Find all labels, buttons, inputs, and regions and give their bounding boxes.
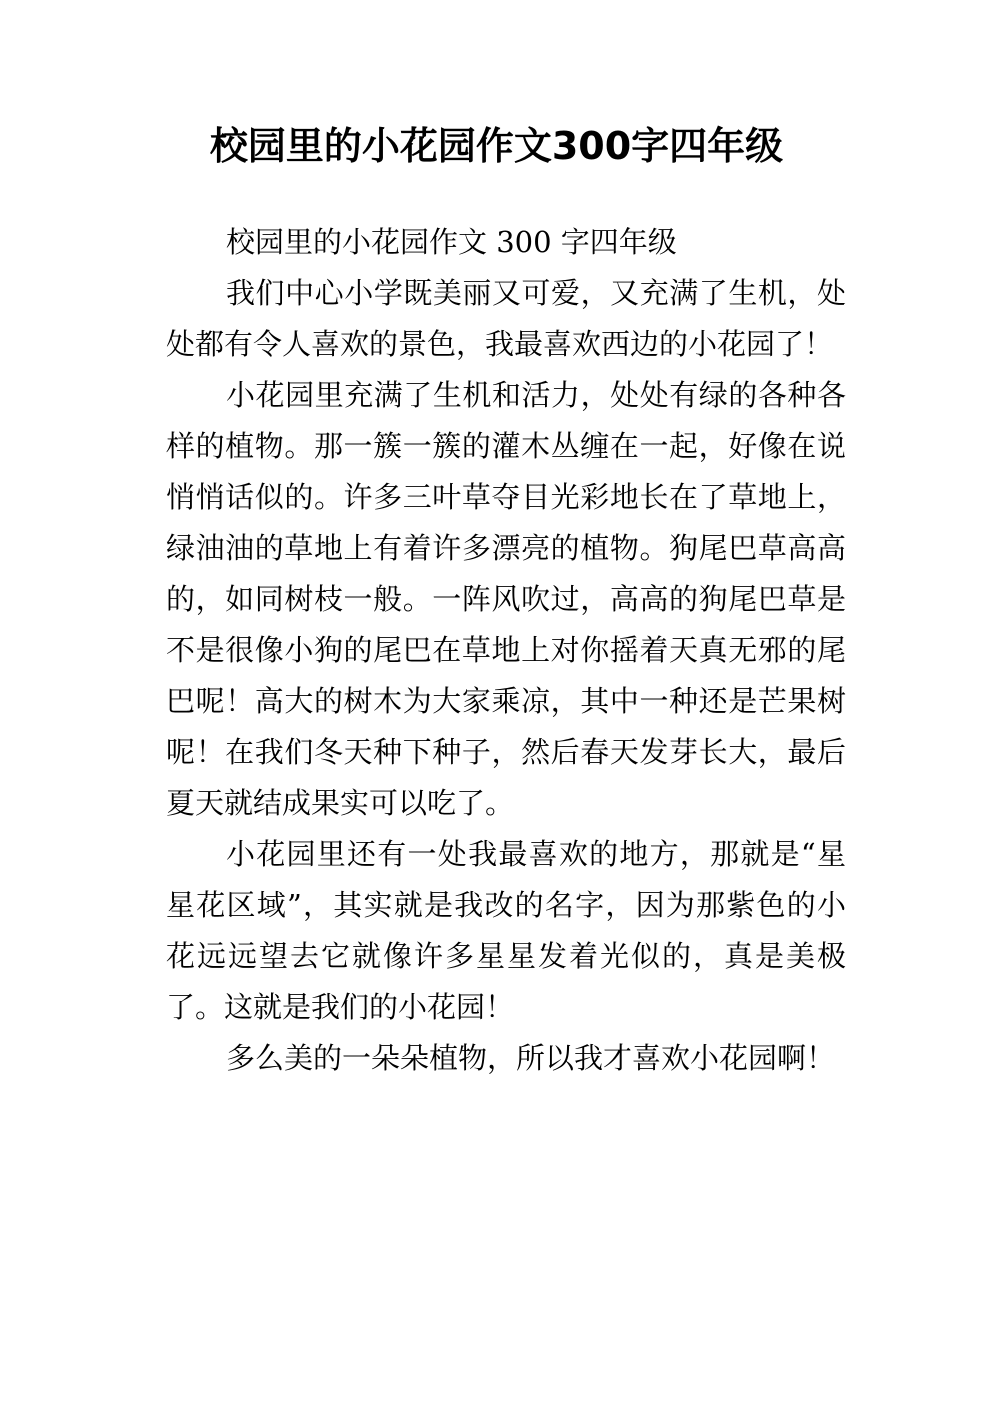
paragraph-subtitle: 校园里的小花园作文 300 字四年级 — [226, 225, 677, 259]
paragraph-garden-plants: 小花园里充满了生机和活力，处处有绿的各种各样的植物。那一簇一簇的灌木丛缠在一起，好像在说悄悄话似的。许多三叶草夺目光彩地长在了草地上，绿油油的草地上有着许多漂亮的植物。狗尾巴草高高的，如同树枝一般。一阵风吹过，高高的狗尾巴草是不是很像小狗的尾巴在草地上对你摇着天真无邪的尾巴呢！高大的树木为大家乘凉，其中一种还是芒果树呢！在我们冬天种下种子，然后春天发芽长大，最后夏天就结成果实可以吃了。 — [166, 378, 846, 820]
paragraph-conclusion: 多么美的一朵朵植物，所以我才喜欢小花园啊！ — [226, 1041, 836, 1075]
paragraph-intro: 我们中心小学既美丽又可爱，又充满了生机，处处都有令人喜欢的景色，我最喜欢西边的小花园了！ — [166, 276, 846, 361]
paragraph-star-flowers: 小花园里还有一处我最喜欢的地方，那就是“星星花区域”，其实就是我改的名字，因为那紫色的小花远远望去它就像许多星星发着光似的，真是美极了。这就是我们的小花园！ — [166, 837, 846, 1024]
document-title: 校园里的小花园作文300字四年级 — [209, 124, 784, 168]
document-body — [166, 217, 846, 1084]
